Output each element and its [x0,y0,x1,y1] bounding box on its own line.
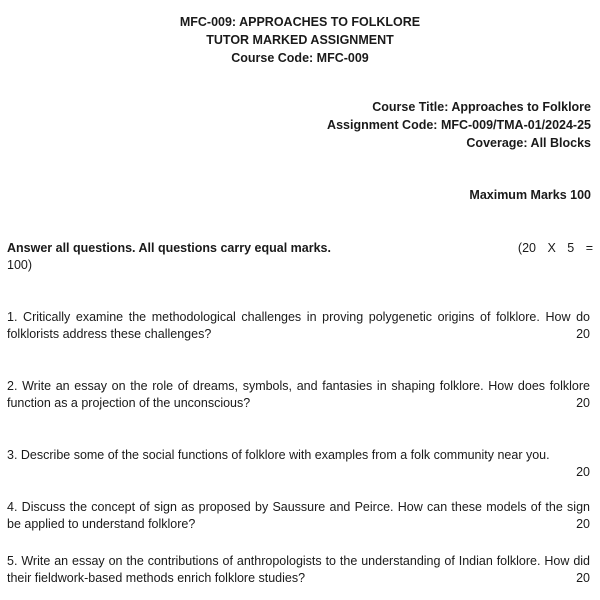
question-text: 5. Write an essay on the contributions of anthropologists to the understanding of Indian folklore. How did their fieldwork-based methods enrich folklore studies? [7,554,590,585]
question-text: 2. Write an essay on the role of dreams, symbols, and fantasies in shaping folklore. How does folklore function as a projection of the unconscious? [7,379,590,410]
question-text: 4. Discuss the concept of sign as proposed by Saussure and Peirce. How can these models of the sign be applied to understand folklore? [7,500,590,531]
page-subtitle: TUTOR MARKED ASSIGNMENT [206,33,394,47]
question-item [7,499,590,533]
question-item [7,447,590,481]
course-code: Course Code: MFC-009 [231,51,369,65]
question-marks: 20 [570,570,590,587]
question-item [7,553,590,587]
question-marks: 20 [570,395,590,412]
question-text: 1. Critically examine the methodological challenges in proving polygenetic origins of folklore. How do folklorists address these challenges? [7,310,590,341]
question-item [7,309,590,343]
question-marks: 20 [570,516,590,533]
question-marks: 20 [570,464,590,481]
instructions [7,240,593,274]
maximum-marks: Maximum Marks 100 [469,188,591,202]
question-item [7,378,590,412]
question-text: 3. Describe some of the social functions of folklore with examples from a folk community near you. [7,448,550,462]
assignment-code: Assignment Code: MFC-009/TMA-01/2024-25 [327,118,591,132]
page-title: MFC-009: APPROACHES TO FOLKLORE [179,15,421,29]
question-marks: 20 [570,326,590,343]
instructions-text: Answer all questions. All questions carry equal marks. [7,241,331,255]
marks-formula-continued: 100) [7,258,33,272]
course-title: Course Title: Approaches to Folklore [372,100,591,114]
coverage: Coverage: All Blocks [466,136,591,150]
marks-formula: (20 X 5 = [517,241,593,255]
